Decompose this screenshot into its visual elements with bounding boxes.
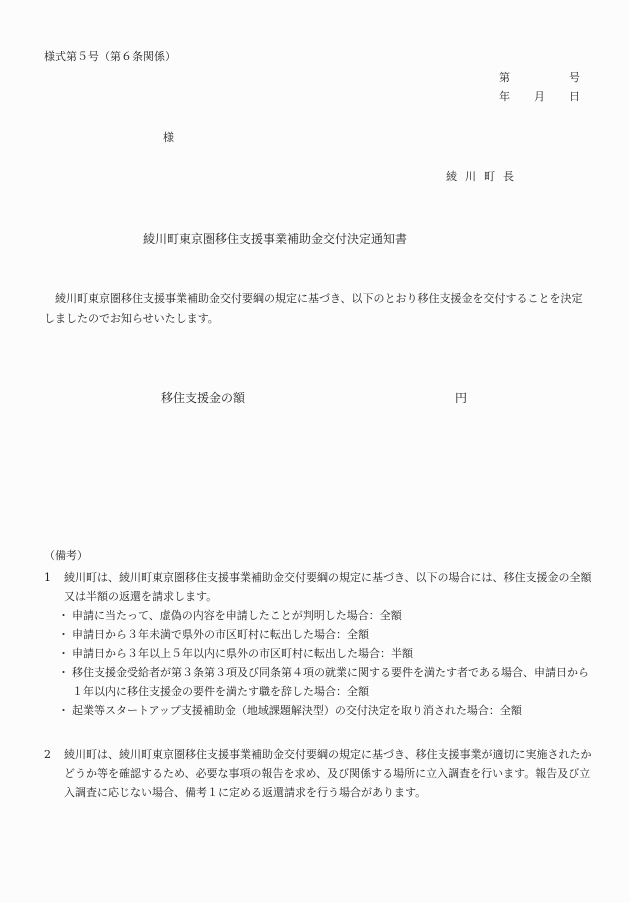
document-title: 綾川町東京圏移住支援事業補助金交付決定通知書: [143, 232, 408, 246]
doc-number-prefix: 第: [499, 71, 510, 84]
addressee-suffix: 様: [163, 131, 174, 144]
amount-unit: 円: [455, 391, 468, 405]
bullet-icon: ・: [58, 609, 69, 622]
body-paragraph: 綾川町東京圏移住支援事業補助金交付要綱の規定に基づき、以下のとおり移住支援金を交付することを決定しましたのでお知らせいたします。: [44, 292, 583, 325]
issuer-name: 綾川町長: [446, 170, 522, 183]
date-month: 月: [534, 90, 545, 103]
note-number: 1: [44, 571, 51, 584]
refund-conditions-list: [44, 606, 594, 720]
date-day: 日: [569, 90, 580, 103]
list-item: ・ 申請日から３年以上５年以内に県外の市区町村に転出した場合：半額: [44, 644, 594, 663]
note-item-1: [44, 568, 594, 720]
doc-number-suffix: 号: [569, 71, 580, 84]
date-year: 年: [499, 90, 510, 103]
bullet-icon: ・: [58, 628, 69, 641]
note-item-2: [44, 745, 594, 802]
note-number: 2: [44, 748, 51, 761]
form-number: 様式第５号（第６条関係）: [44, 50, 176, 63]
list-item: ・ 申請に当たって、虚偽の内容を申請したことが判明した場合：全額: [44, 606, 594, 625]
bullet-icon: ・: [58, 666, 69, 679]
list-item: ・ 移住支援金受給者が第３条第３項及び同条第４項の就業に関する要件を満たす者である場合、申請日から１年以内に移住支援金の要件を満たす職を辞した場合：全額: [44, 663, 594, 701]
list-item: ・ 申請日から３年未満で県外の市区町村に転出した場合：全額: [44, 625, 594, 644]
note-text: 綾川町は、綾川町東京圏移住支援事業補助金交付要綱の規定に基づき、移住支援事業が適切に実施されたかどうか等を確認するため、必要な事項の報告を求め、及び関係する場所に立入調査を行います。報告及び立入調査に応じない場合、備考１に定める返還請求を行う場合があります。: [64, 748, 592, 799]
notes-heading: （備考）: [44, 549, 88, 562]
list-item: ・ 起業等スタートアップ支援補助金（地域課題解決型）の交付決定を取り消された場合：全額: [44, 701, 594, 720]
bullet-icon: ・: [58, 647, 69, 660]
bullet-icon: ・: [58, 704, 69, 717]
note-text: 綾川町は、綾川町東京圏移住支援事業補助金交付要綱の規定に基づき、以下の場合には、移住支援金の全額又は半額の返還を請求します。: [64, 571, 592, 603]
amount-label: 移住支援金の額: [161, 391, 246, 405]
